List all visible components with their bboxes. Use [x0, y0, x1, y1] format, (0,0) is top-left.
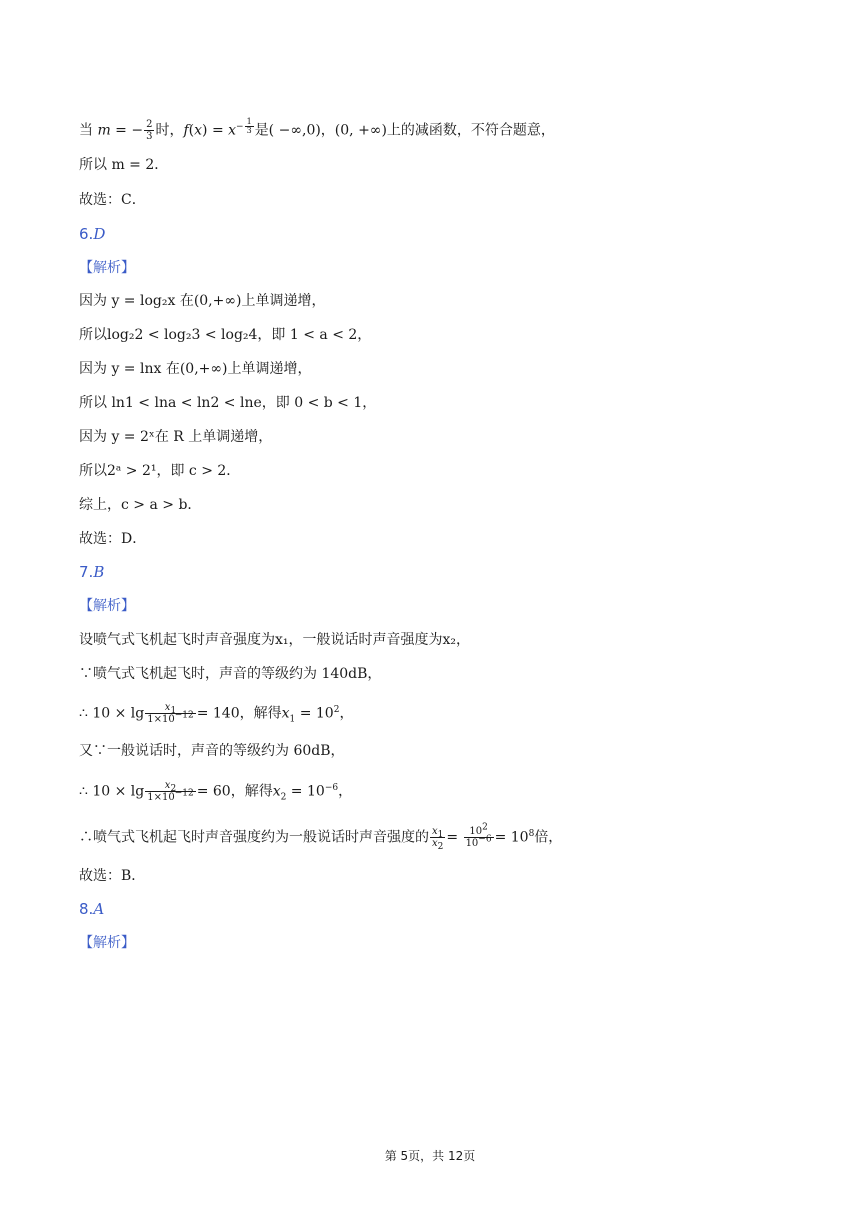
q6-line: 因为 y = log₂x 在(0,+∞)上单调递增，	[79, 293, 326, 309]
question-7-analysis-tag: 【解析】	[79, 598, 135, 614]
page-footer: 第 5页，共 12页	[384, 1149, 476, 1163]
question-6-number: 6.D	[79, 225, 106, 243]
q6-line: 所以 ln1 < lna < ln2 < lne，即 0 < b < 1，	[79, 395, 377, 411]
q6-line: 故选：D．	[79, 531, 147, 547]
q7-line: 设喷气式飞机起飞时声音强度为x₁，一般说话时声音强度为x₂，	[79, 632, 471, 648]
question-7-number: 7.B	[79, 563, 105, 581]
question-8-analysis-tag: 【解析】	[79, 935, 135, 951]
q6-line: 因为 y = lnx 在(0,+∞)上单调递增，	[79, 361, 312, 377]
q6-line: 因为 y = 2ˣ在 R 上单调递增，	[79, 429, 273, 445]
q7-line: ∵喷气式飞机起飞时，声音的等级约为 140dB，	[79, 666, 382, 682]
q6-line: 所以log₂2 < log₂3 < log₂4，即 1 < a < 2，	[79, 327, 372, 343]
q5-text-line-2: 所以 m = 2．	[79, 157, 169, 173]
question-8-number: 8.A	[79, 900, 105, 918]
question-6-analysis-tag: 【解析】	[79, 260, 135, 276]
q5-text-line-1: 当 m = − $\frac{2}{3}$ 时，$f(x) = x^{- \frac{1}{3}}$ 是( −∞,0)，(0, +∞)上的减函数，不符合题意，	[79, 117, 555, 143]
q5-text-line-3: 故选：C．	[79, 192, 146, 208]
q6-line: 所以2ᵃ > 2¹，即 c > 2．	[79, 463, 241, 479]
q7-line-equation-1: ∴ 10 × lg $\frac{x_1}{1\times 10^{-12}}$ = 140，解得$x_1 = 10^2$，	[79, 702, 354, 725]
q7-line: 故选：B．	[79, 868, 146, 884]
q6-line: 综上，c > a > b．	[79, 497, 202, 513]
q7-line-ratio: ∴喷气式飞机起飞时声音强度约为一般说话时声音强度的 $\frac{x_1}{x_2}$ = $\frac{10^2}{10^{-6}}$ = $10^8$倍，	[79, 822, 563, 852]
q7-line-equation-2: ∴ 10 × lg $\frac{x_2}{1\times 10^{-12}}$ = 60，解得$x_2 = 10^{-6}$，	[79, 780, 353, 803]
q7-line: 又∵一般说话时，声音的等级约为 60dB，	[79, 743, 345, 759]
